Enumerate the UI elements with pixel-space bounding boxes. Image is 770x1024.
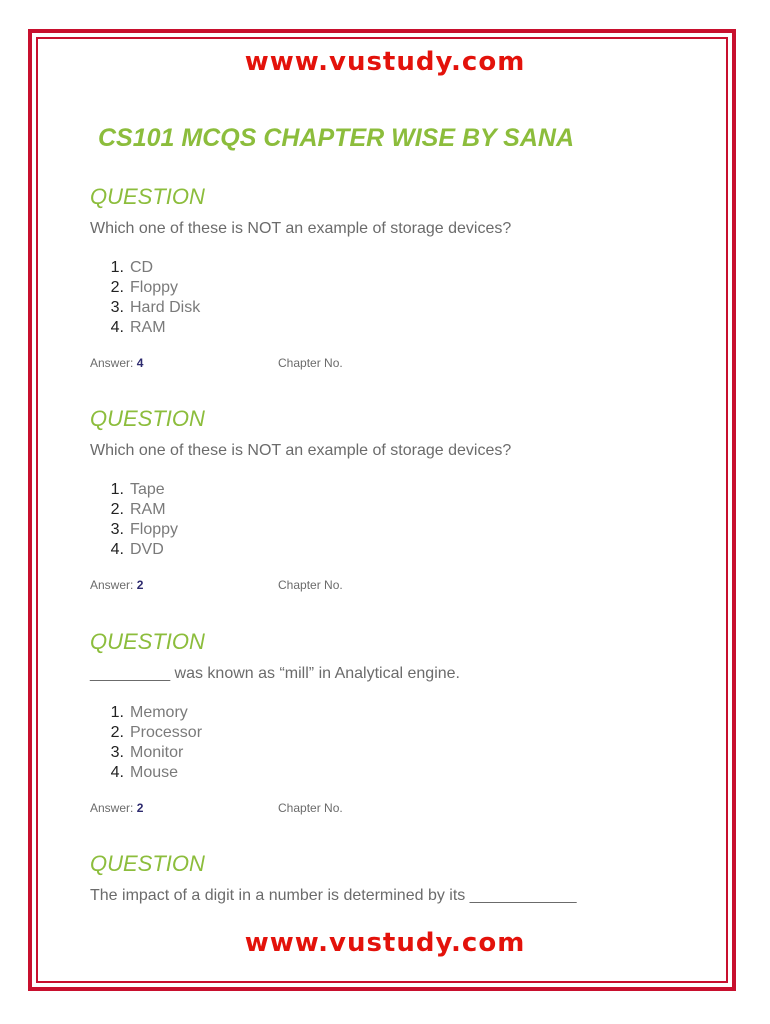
page-title: CS101 MCQS CHAPTER WISE BY SANA: [98, 124, 575, 152]
option-item: 3. Hard Disk: [110, 299, 201, 316]
option-item: 1. Tape: [110, 481, 165, 498]
question-text: Which one of these is NOT an example of storage devices?: [90, 220, 512, 237]
option-item: 3. Floppy: [110, 521, 179, 538]
question-block: [90, 851, 690, 911]
option-item: 1. CD: [110, 259, 154, 276]
answer-label: Answer:: [90, 578, 134, 592]
answer-row: [90, 578, 690, 596]
options-list: [90, 703, 690, 783]
question-heading: QUESTION: [90, 406, 205, 431]
question-text: Which one of these is NOT an example of storage devices?: [90, 442, 512, 459]
question-heading: QUESTION: [90, 851, 205, 876]
chapter-label: Chapter No.: [278, 578, 343, 592]
chapter-label: Chapter No.: [278, 356, 343, 370]
option-item: 2. RAM: [110, 501, 166, 518]
question-heading: QUESTION: [90, 629, 205, 654]
answer-label: Answer:: [90, 801, 134, 815]
option-item: 1. Memory: [110, 704, 188, 721]
answer-value: 2: [136, 578, 144, 592]
chapter-label: Chapter No.: [278, 801, 343, 815]
answer-label: Answer:: [90, 356, 134, 370]
option-item: 4. DVD: [110, 541, 164, 558]
question-block: [90, 629, 690, 819]
option-item: 3. Monitor: [110, 744, 184, 761]
answer-row: [90, 801, 690, 819]
options-list: [90, 258, 690, 338]
answer-value: 4: [136, 356, 144, 370]
question-text: _________ was known as “mill” in Analytical engine.: [90, 665, 460, 682]
option-item: 2. Floppy: [110, 279, 179, 296]
option-item: 4. RAM: [110, 319, 166, 336]
site-header: www.vustudy.com: [244, 47, 526, 77]
question-block: [90, 406, 690, 596]
answer-value: 2: [136, 801, 144, 815]
site-footer: www.vustudy.com: [244, 928, 526, 958]
question-text: The impact of a digit in a number is determined by its ____________: [90, 887, 577, 904]
option-item: 2. Processor: [110, 724, 203, 741]
options-list: [90, 480, 690, 560]
question-block: [90, 184, 690, 374]
question-heading: QUESTION: [90, 184, 205, 209]
answer-row: [90, 356, 690, 374]
option-item: 4. Mouse: [110, 764, 179, 781]
